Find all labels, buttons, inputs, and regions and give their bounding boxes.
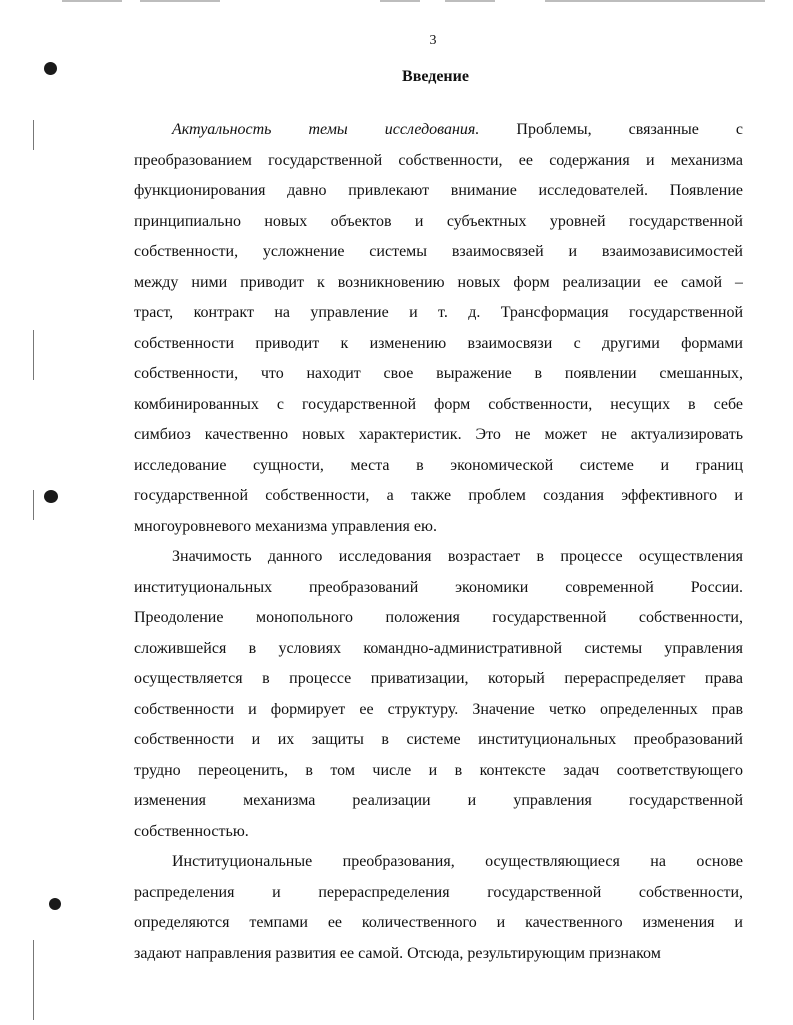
text-line: собственности и формирует ее структуру. Значение четко определенных прав bbox=[134, 700, 743, 718]
scan-margin-line bbox=[33, 120, 34, 150]
paragraph bbox=[134, 542, 743, 847]
text-line: многоуровневого механизма управления ею. bbox=[134, 517, 437, 535]
scan-top-rule bbox=[62, 0, 122, 2]
text-line: симбиоз качественно новых характеристик. Это не может не актуализировать bbox=[134, 426, 743, 443]
text-line: распределения и перераспределения государственной собственности, bbox=[134, 883, 743, 901]
text-line: государственной собственности, а также проблем создания эффективного и bbox=[134, 487, 743, 504]
text-line: определяются темпами ее количественного и качественного изменения и bbox=[134, 914, 743, 931]
scan-speck bbox=[44, 490, 58, 503]
scan-margin-line bbox=[33, 490, 34, 520]
text-line: собственности, что находит свое выражение в появлении смешанных, bbox=[134, 365, 743, 382]
paragraph bbox=[134, 847, 743, 969]
scan-margin-line bbox=[33, 940, 34, 1020]
scan-top-rule bbox=[545, 0, 765, 2]
text-line: трудно переоценить, в том числе и в контексте задач соответствующего bbox=[134, 761, 743, 779]
text-line: институциональных преобразований экономики современной России. bbox=[134, 578, 743, 596]
text-line: преобразованием государственной собственности, ее содержания и механизма bbox=[134, 151, 743, 169]
section-heading: Введение bbox=[402, 68, 469, 85]
scan-top-rule bbox=[140, 0, 220, 2]
intro-italic: Актуальность темы исследования. bbox=[172, 121, 480, 138]
text-line: между ними приводит к возникновению новых форм реализации ее самой – bbox=[134, 273, 743, 291]
text-line: Институциональные преобразования, осуществляющиеся на основе bbox=[172, 853, 743, 870]
text-line: принципиально новых объектов и субъектных уровней государственной bbox=[134, 212, 743, 230]
text-line: собственности и их защиты в системе институциональных преобразований bbox=[134, 731, 743, 748]
scan-speck bbox=[49, 898, 61, 910]
text-line: собственности приводит к изменению взаимосвязи с другими формами bbox=[134, 334, 743, 352]
paragraph bbox=[134, 115, 743, 542]
scan-top-rule bbox=[380, 0, 420, 2]
text-line: комбинированных с государственной форм собственности, несущих в себе bbox=[134, 395, 743, 413]
text-line: собственностью. bbox=[134, 822, 249, 840]
scan-top-rule bbox=[445, 0, 495, 2]
text-line: изменения механизма реализации и управления государственной bbox=[134, 792, 743, 809]
text-line bbox=[134, 115, 743, 146]
text-line: Значимость данного исследования возрастает в процессе осуществления bbox=[172, 548, 743, 565]
text-span: Проблемы, связанные с bbox=[516, 121, 743, 138]
text-line: осуществляется в процессе приватизации, который перераспределяет права bbox=[134, 670, 743, 687]
text-line: задают направления развития ее самой. Отсюда, результирующим признаком bbox=[134, 944, 661, 962]
page-number: 3 bbox=[429, 33, 437, 48]
document-body bbox=[134, 115, 743, 969]
text-line: функционирования давно привлекают внимание исследователей. Появление bbox=[134, 182, 743, 199]
scan-margin-line bbox=[33, 330, 34, 380]
text-line: сложившейся в условиях командно-административной системы управления bbox=[134, 639, 743, 657]
text-line: Преодоление монопольного положения государственной собственности, bbox=[134, 609, 743, 626]
text-line: собственности, усложнение системы взаимосвязей и взаимозависимостей bbox=[134, 243, 743, 260]
text-line: исследование сущности, места в экономической системе и границ bbox=[134, 456, 743, 474]
text-line: траст, контракт на управление и т. д. Трансформация государственной bbox=[134, 304, 743, 321]
